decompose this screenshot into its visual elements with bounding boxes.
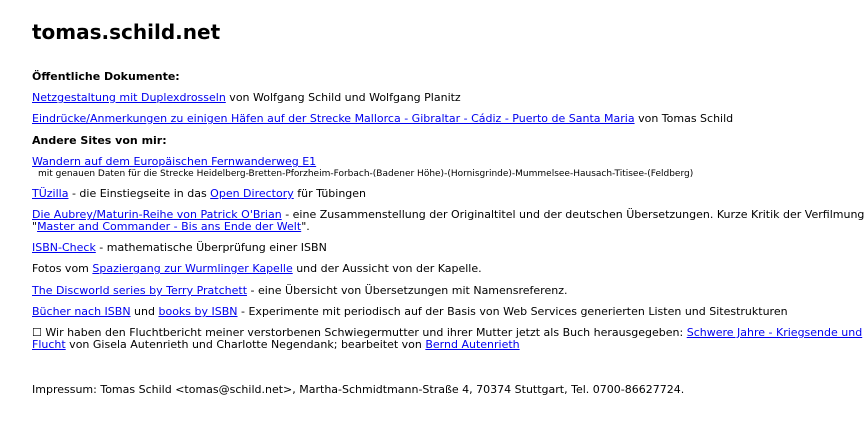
link-isbn-check[interactable]: ISBN-Check — [32, 241, 96, 254]
link-discworld[interactable]: The Discworld series by Terry Pratchett — [32, 284, 248, 297]
impressum: Impressum: Tomas Schild <tomas@schild.net>, Martha-Schmidtmann-Straße 4, 70374 Stuttgart, Tel. 0700-86627724. — [32, 383, 685, 396]
tuzilla-rest: für Tübingen — [293, 187, 367, 200]
link-e1[interactable]: Wandern auf dem Europäischen Fernwanderweg E1 — [32, 155, 317, 168]
link-open-directory[interactable]: Open Directory — [210, 187, 294, 200]
checkbox-glyph-icon: ☐ — [32, 326, 42, 339]
buecher-and: und — [130, 305, 159, 318]
link-tuzilla[interactable]: TÜzilla — [32, 187, 69, 200]
link-master-and-commander[interactable]: Master and Commander - Bis ans Ende der Welt — [37, 220, 302, 233]
fotos-rest: und der Aussicht von der Kapelle. — [292, 262, 482, 275]
e1-detail: mit genauen Daten für die Strecke Heidelberg-Bretten-Pforzheim-Forbach-(Badener Höhe)-(Hornisgrinde)-Mummelsee-Hausach-Titisee-(Feldberg) — [38, 169, 694, 179]
link-haefen[interactable]: Eindrücke/Anmerkungen zu einigen Häfen auf der Strecke Mallorca - Gibraltar - Cádiz - Puerto de Santa Maria — [32, 112, 635, 125]
link-bernd-autenrieth[interactable]: Bernd Autenrieth — [425, 338, 520, 351]
link-wurmlinger-kapelle[interactable]: Spaziergang zur Wurmlinger Kapelle — [92, 262, 293, 275]
link-schwere-jahre[interactable]: Schwere Jahre - Kriegsende und — [686, 326, 863, 339]
doc-item-haefen — [32, 112, 733, 126]
site-item-tuzilla — [32, 187, 366, 201]
doc-item-duplexdrosseln — [32, 91, 461, 105]
quote-open: " — [32, 220, 38, 233]
quote-close: ". — [301, 220, 310, 233]
site-item-buecher — [32, 305, 788, 319]
site-title: tomas.schild.net — [32, 20, 221, 44]
doc-author: von Tomas Schild — [634, 112, 734, 125]
site-item-isbn — [32, 241, 327, 255]
link-books-by-isbn[interactable]: books by ISBN — [158, 305, 238, 318]
link-buecher-nach-isbn[interactable]: Bücher nach ISBN — [32, 305, 131, 318]
aubrey-text: - eine Zusammenstellung der Originaltitel und der deutschen Übersetzungen. Kurze Kritik der Verfilmung — [281, 208, 864, 221]
link-schwere-jahre-cont[interactable]: Flucht — [32, 338, 66, 351]
flucht-line-2 — [32, 338, 520, 352]
aubrey-film-line — [32, 220, 310, 234]
link-aubrey-maturin[interactable]: Die Aubrey/Maturin-Reihe von Patrick O'Brian — [32, 208, 282, 221]
section-heading-public: Öffentliche Dokumente: — [32, 70, 180, 83]
buecher-text: - Experimente mit periodisch auf der Basis von Web Services generierten Listen und Sitestrukturen — [237, 305, 788, 318]
tuzilla-text: - die Einstiegseite in das — [68, 187, 211, 200]
flucht-text: Wir haben den Fluchtbericht meiner verstorbenen Schwiegermutter und ihrer Mutter jetzt als Buch herausgegeben: — [41, 326, 687, 339]
isbn-text: - mathematische Überprüfung einer ISBN — [95, 241, 327, 254]
doc-authors: von Wolfgang Schild und Wolfgang Planitz — [225, 91, 461, 104]
flucht-authors: von Gisela Autenrieth und Charlotte Negendank; bearbeitet von — [65, 338, 426, 351]
site-item-fotos — [32, 262, 482, 276]
link-duplexdrosseln[interactable]: Netzgestaltung mit Duplexdrosseln — [32, 91, 226, 104]
site-item-discworld — [32, 284, 567, 298]
section-heading-other: Andere Sites von mir: — [32, 134, 167, 147]
discworld-text: - eine Übersicht von Übersetzungen mit Namensreferenz. — [247, 284, 568, 297]
fotos-pre: Fotos vom — [32, 262, 93, 275]
